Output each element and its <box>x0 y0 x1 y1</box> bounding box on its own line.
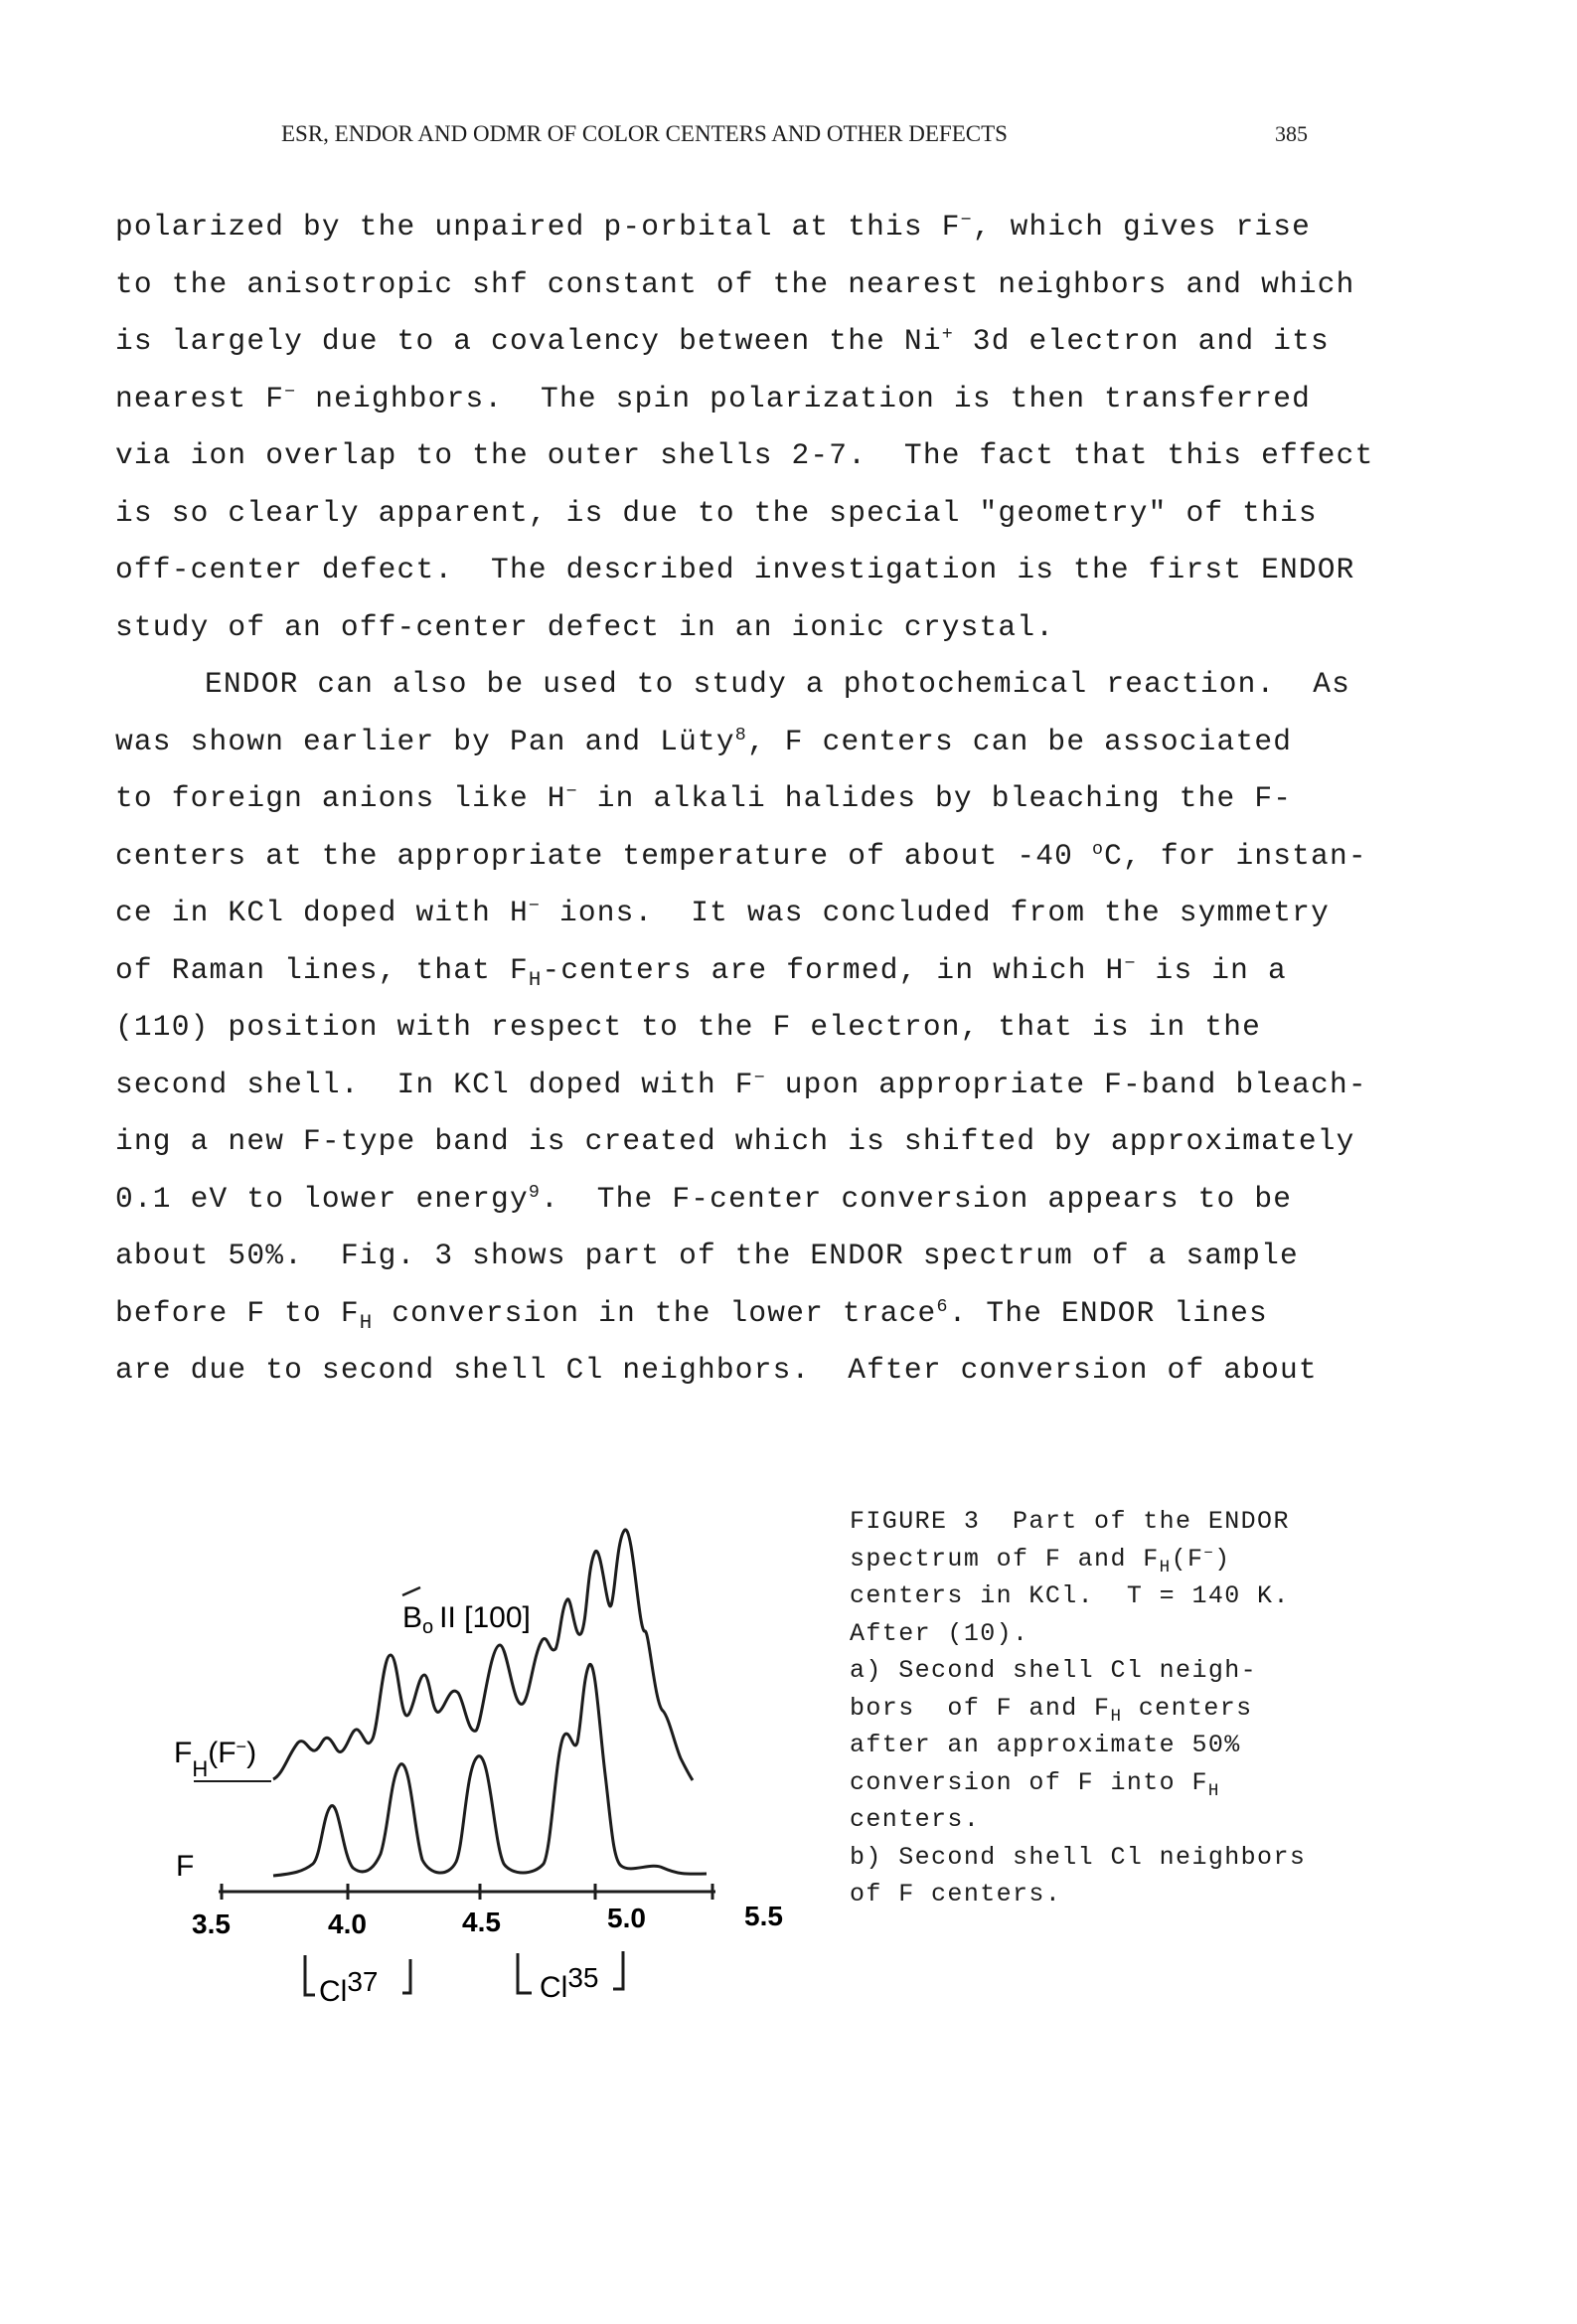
caption-line: b) Second shell Cl neighbors <box>850 1842 1307 1872</box>
caption-line: a) Second shell Cl neigh- <box>850 1656 1258 1685</box>
text-line: to foreign anions like H− in alkali halides by bleaching the F- <box>115 781 1293 815</box>
caption-line: spectrum of F and $F_H(F^-)$ <box>850 1543 1231 1577</box>
caption-line: bors of F and $F_H$ centers <box>850 1693 1253 1727</box>
text-line: are due to second shell Cl neighbors. After conversion of about <box>115 1353 1318 1387</box>
text-line: second shell. In KCl doped with F− upon appropriate F-band bleach- <box>115 1067 1367 1101</box>
caption-line: after an approximate 50% <box>850 1731 1241 1759</box>
cl35-bracket <box>518 1953 532 1993</box>
text-line: was shown earlier by Pan and Lüty$^8$, F centers can be associated <box>115 724 1293 758</box>
endor-spectrum-plot <box>154 1526 790 2063</box>
page-number: 385 <box>1275 121 1308 146</box>
field-direction-label: $B_o$ II [100] <box>402 1601 531 1638</box>
vector-arrow-icon <box>402 1587 420 1595</box>
caption-line: centers. <box>850 1805 981 1834</box>
x-tick-label: 5.5 <box>744 1901 783 1931</box>
text-line: ce in KCl doped with H− ions. It was concluded from the symmetry <box>115 896 1330 929</box>
cl37-bracket <box>305 1955 315 1995</box>
text-line: off-center defect. The described investigation is the first ENDOR <box>115 553 1355 586</box>
text-line: ing a new F-type band is created which is shifted by approximately <box>115 1124 1355 1158</box>
text-line: centers at the appropriate temperature of about -40 $^o$C, for instan- <box>115 838 1367 873</box>
trace-f <box>273 1664 707 1876</box>
x-tick-label: 4.5 <box>462 1907 501 1937</box>
running-title: ESR, ENDOR AND ODMR OF COLOR CENTERS AND OTHER DEFECTS <box>281 121 1008 146</box>
text-line: polarized by the unpaired p-orbital at this F−, which gives rise <box>115 210 1312 244</box>
caption-line: FIGURE 3 Part of the ENDOR <box>850 1507 1290 1536</box>
trace-label-fh: $F_H(F^-)$ <box>174 1737 257 1781</box>
figure-caption <box>850 1503 1366 1913</box>
x-tick-label: 3.5 <box>192 1909 231 1939</box>
cl37-bracket <box>402 1959 410 1993</box>
caption-line: conversion of F into $F_H$ <box>850 1767 1220 1801</box>
text-line: is so clearly apparent, is due to the special "geometry" of this <box>115 495 1318 530</box>
text-line: ENDOR can also be used to study a photochemical reaction. As <box>205 667 1351 701</box>
caption-line: centers in KCl. T = 140 K. <box>850 1581 1290 1610</box>
x-tick-label: 5.0 <box>607 1903 646 1933</box>
trace-label-f: F <box>176 1850 195 1883</box>
endor-spectrum-figure <box>154 1526 790 2063</box>
text-line: before F to $F_H$ conversion in the lower trace$^6$. The ENDOR lines <box>115 1295 1268 1335</box>
isotope-label-cl37: Cl37 <box>319 1966 379 2008</box>
text-line: 0.1 eV to lower energy$^9$. The F-center conversion appears to be <box>115 1181 1293 1216</box>
body-text <box>115 199 1374 1400</box>
text-line: study of an off-center defect in an ionic crystal. <box>115 609 1055 644</box>
caption-line: After (10). <box>850 1618 1029 1648</box>
trace-fh <box>273 1530 693 1780</box>
isotope-label-cl35: Cl35 <box>540 1962 599 2004</box>
text-line: to the anisotropic shf constant of the nearest neighbors and which <box>115 266 1355 301</box>
text-line: of Raman lines, that $F_H$-centers are formed, in which H− is in a <box>115 952 1287 992</box>
text-line: via ion overlap to the outer shells 2-7. The fact that this effect <box>115 438 1374 472</box>
cl35-bracket <box>613 1951 623 1989</box>
text-line: about 50%. Fig. 3 shows part of the ENDOR spectrum of a sample <box>115 1239 1299 1272</box>
caption-line: of F centers. <box>850 1880 1062 1909</box>
text-line: nearest F− neighbors. The spin polarization is then transferred <box>115 381 1312 415</box>
text-line: (110) position with respect to the F electron, that is in the <box>115 1010 1262 1044</box>
x-tick-label: 4.0 <box>328 1909 367 1939</box>
text-line: is largely due to a covalency between the Ni+ 3d electron and its <box>115 324 1330 358</box>
